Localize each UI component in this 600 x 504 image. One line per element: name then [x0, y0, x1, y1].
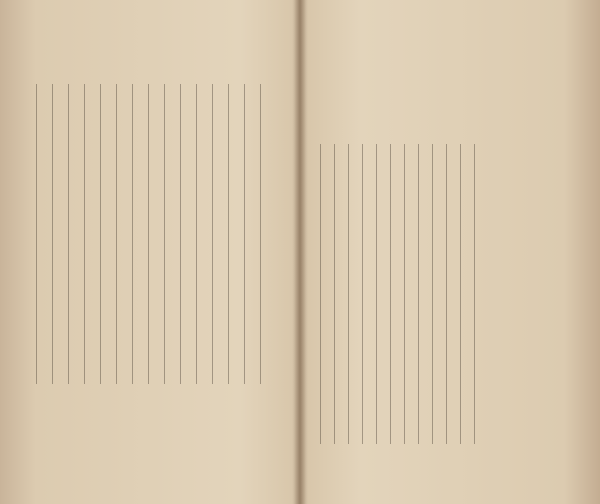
- text-column-guide: [132, 84, 133, 384]
- text-column-guide: [52, 84, 53, 384]
- text-column-guide: [432, 144, 433, 444]
- text-column-guide: [84, 84, 85, 384]
- text-column-guide: [180, 84, 181, 384]
- text-column-guide: [320, 144, 321, 444]
- text-column-guide: [334, 144, 335, 444]
- text-column-guide: [100, 84, 101, 384]
- text-column-guide: [68, 84, 69, 384]
- text-column-guide: [196, 84, 197, 384]
- text-column-guide: [460, 144, 461, 444]
- book-gutter: [292, 0, 308, 504]
- text-column-guide: [474, 144, 475, 444]
- text-column-guide: [212, 84, 213, 384]
- left-page: [18, 14, 288, 490]
- text-column-guide: [390, 144, 391, 444]
- text-column-guide: [362, 144, 363, 444]
- text-column-guide: [404, 144, 405, 444]
- text-column-guide: [116, 84, 117, 384]
- text-column-guide: [260, 84, 261, 384]
- text-column-guide: [418, 144, 419, 444]
- text-column-guide: [376, 144, 377, 444]
- text-column-guide: [244, 84, 245, 384]
- text-column-guide: [164, 84, 165, 384]
- text-column-guide: [446, 144, 447, 444]
- right-page: [312, 14, 582, 490]
- text-column-guide: [348, 144, 349, 444]
- text-column-guide: [36, 84, 37, 384]
- text-column-guide: [148, 84, 149, 384]
- text-column-guide: [228, 84, 229, 384]
